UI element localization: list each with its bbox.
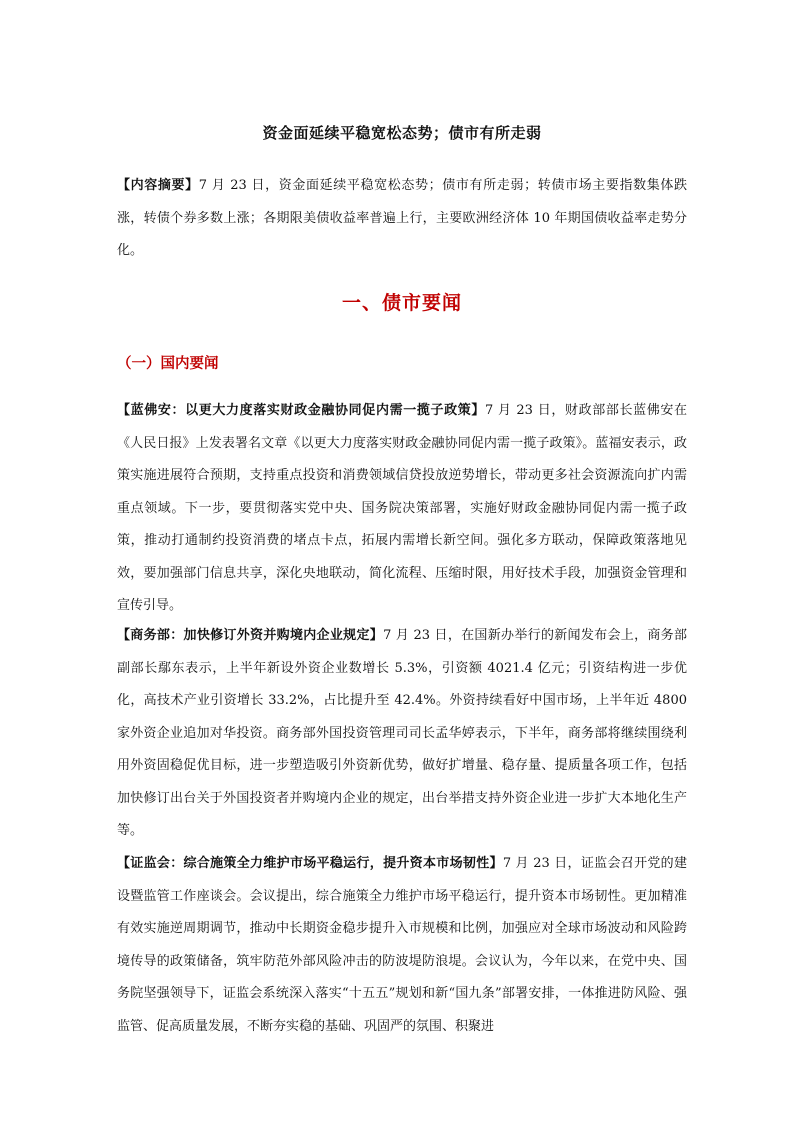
news-item xyxy=(117,620,687,848)
news-body: 7 月 23 日，在国新办举行的新闻发布会上，商务部副部长鄢东表示，上半年新设外资企业数增长 5.3%，引资额 4021.4 亿元；引资结构进一步优化，高技术产业引资增长 33.2%，占比提升至 42.4%。外资持续看好中国市场，上半年近 4800 家外资企业追加对华投资。商务部外国投资管理司司长孟华婷表示，下半年，商务部将继续围绕利用外资固稳促优目标，进一步塑造吸引外资新优势，做好扩增量、稳存量、提质量各项工作，包括加快修订出台关于外国投资者并购境内企业的规定，出台举措支持外资企业进一步扩大本地化生产等。 xyxy=(117,628,687,838)
news-body: 7 月 23 日，财政部部长蓝佛安在《人民日报》上发表署名文章《以更大力度落实财政金融协同促内需一揽子政策》。蓝福安表示，政策实施进展符合预期，支持重点投资和消费领域信贷投放逆势增长，带动更多社会资源流向扩内需重点领域。下一步，要贯彻落实党中央、国务院决策部署，实施好财政金融协同促内需一揽子政策，推动打通制约投资消费的堵点卡点，拓展内需增长新空间。强化多方联动，保障政策落地见效，要加强部门信息共享，深化央地联动，简化流程、压缩时限，用好技术手段，加强资金管理和宣传引导。 xyxy=(117,403,687,613)
summary-lead: 【内容摘要】 xyxy=(117,178,199,193)
news-body: 7 月 23 日，证监会召开党的建设暨监管工作座谈会。会议提出，综合施策全力维护市场平稳运行，提升资本市场韧性。更加精准有效实施逆周期调节，推动中长期资金稳步提升入市规模和比例，加强应对全球市场波动和风险跨境传导的政策储备，筑牢防范外部风险冲击的防波堤防浪堤。会议认为，今年以来，在党中央、国务院坚强领导下，证监会系统深入落实“十五五”规划和新“国九条”部署安排，一体推进防风险、强监管、促高质量发展，不断夯实稳的基础、巩固严的氛围、积聚进 xyxy=(117,856,687,1034)
news-item xyxy=(117,848,687,1043)
news-headline: 【证监会：综合施策全力维护市场平稳运行，提升资本市场韧性】 xyxy=(117,856,503,871)
summary-paragraph xyxy=(117,170,687,268)
news-headline: 【商务部：加快修订外资并购境内企业规定】 xyxy=(117,628,384,643)
section-heading: 一、债市要闻 xyxy=(341,292,462,314)
sub-heading: （一）国内要闻 xyxy=(117,355,219,372)
summary-text: 7 月 23 日，资金面延续平稳宽松态势；债市有所走弱；转债市场主要指数集体跌涨，转债个券多数上涨；各期限美债收益率普遍上行，主要欧洲经济体 10 年期国债收益率走势分化。 xyxy=(117,178,687,258)
news-item xyxy=(117,395,687,623)
news-headline: 【蓝佛安：以更大力度落实财政金融协同促内需一揽子政策】 xyxy=(117,403,485,418)
document-title: 资金面延续平稳宽松态势；债市有所走弱 xyxy=(262,124,542,142)
